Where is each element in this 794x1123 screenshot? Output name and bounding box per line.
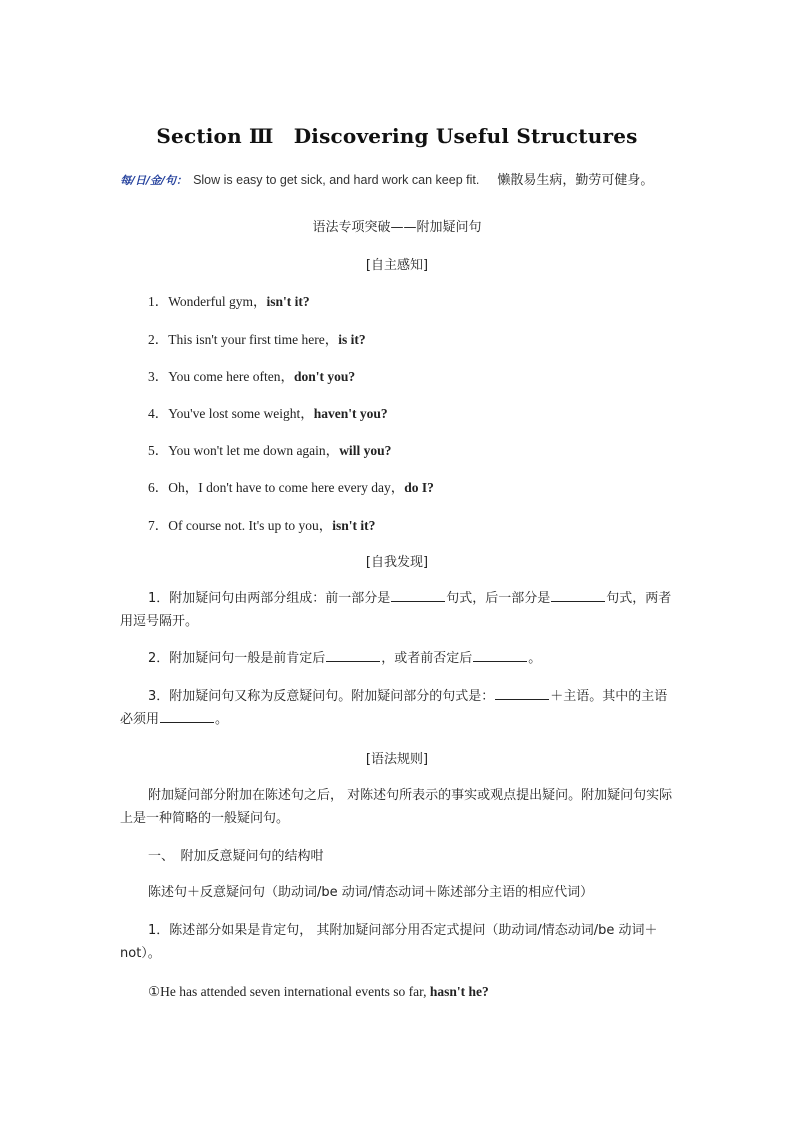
example-item: 2．This isn't your first time here，is it? xyxy=(148,332,366,347)
discovery-item-1: 1．附加疑问句由两部分组成：前一部分是 句式，后一部分是 句式，两者用逗号隔开。 xyxy=(120,591,672,629)
example-item: 7．Of course not. It's up to you，isn't it? xyxy=(148,518,376,533)
answer-blank xyxy=(326,649,380,662)
example-item: 5．You won't let me down again，will you? xyxy=(148,443,392,458)
daily-quote-tag: 每/日/金/句： xyxy=(120,174,188,187)
example-item: 1．Wonderful gym，isn't it? xyxy=(148,294,310,309)
page-title: Section Ⅲ Discovering Useful Structures xyxy=(156,124,638,148)
rules-intro: 附加疑问部分附加在陈述句之后， 对陈述句所表示的事实或观点提出疑问。附加疑问句实际上是一种简略的一般疑问句。 xyxy=(120,788,673,826)
example-item: 3．You come here often，don't you? xyxy=(148,369,356,384)
example-item: 4．You've lost some weight，haven't you? xyxy=(148,406,388,421)
structure-heading: 一、 附加反意疑问句的结构咁 xyxy=(148,849,324,864)
rule-1: 1．陈述部分如果是肯定句， 其附加疑问部分用否定式提问（助动词/情态动词/be 动词＋not）。 xyxy=(120,923,658,961)
section-discovery-heading: [自我发现] xyxy=(365,555,429,570)
answer-blank xyxy=(391,589,445,602)
section-rules-heading: [语法规则] xyxy=(365,752,429,767)
topic-heading: 语法专项突破——附加疑问句 xyxy=(312,220,482,235)
answer-blank xyxy=(495,687,549,700)
section-perception-heading: [自主感知] xyxy=(365,258,429,273)
answer-blank xyxy=(473,649,527,662)
daily-quote-chinese: 懒散易生病，勤劳可健身。 xyxy=(497,173,654,188)
daily-quote xyxy=(120,169,680,188)
discovery-item-2: 2．附加疑问句一般是前肯定后 ，或者前否定后 。 xyxy=(148,651,542,666)
example-item: 6．Oh，I don't have to come here every day，do I? xyxy=(148,480,434,495)
answer-blank xyxy=(551,589,605,602)
discovery-item-3: 3．附加疑问句又称为反意疑问句。附加疑问部分的句式是： ＋主语。其中的主语必须用 。 xyxy=(120,689,668,727)
answer-blank xyxy=(160,710,214,723)
rule-example: ①He has attended seven international events so far, hasn't he? xyxy=(148,984,489,999)
daily-quote-english: Slow is easy to get sick, and hard work can keep fit. xyxy=(193,173,480,187)
structure-formula: 陈述句＋反意疑问句（助动词/be 动词/情态动词＋陈述部分主语的相应代词） xyxy=(148,885,594,900)
